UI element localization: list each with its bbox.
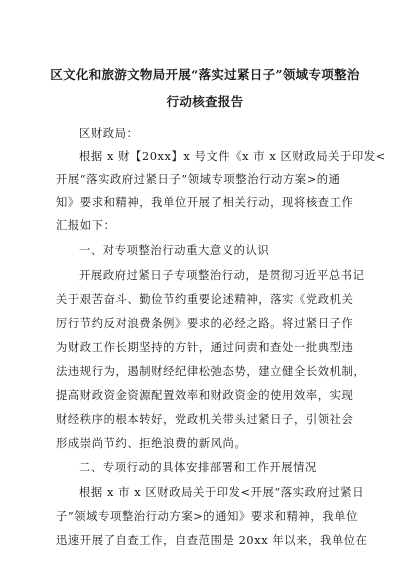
body-line-17: 迅速开展了自查工作，自查范围是 20xx 年以来，我单位在 xyxy=(56,534,368,547)
body-line-1: 根据 x 财【20xx】x 号文件《x 市 x 区财政局关于印发< xyxy=(79,150,386,163)
body-line-2: 开展“落实政府过紧日子”领域专项整治行动方案>的通 xyxy=(56,173,341,186)
body-line-15: 根据 x 市 x 区财政局关于印发<开展“落实政府过紧日 xyxy=(79,486,365,499)
section-heading-2: 二、专项行动的具体安排部署和工作开展情况 xyxy=(79,461,317,474)
body-line-10: 法违规行为，遏制财经纪律松弛态势，建立健全长效机制， xyxy=(56,365,366,378)
body-line-16: 子”领域专项整治行动方案>的通知》要求和精神，我单位 xyxy=(56,510,358,523)
document-title-line-2: 行动核查报告 xyxy=(166,94,244,109)
body-line-4: 汇报如下： xyxy=(56,219,116,232)
body-line-9: 为财政工作长期坚持的方针，通过问责和查处一批典型违 xyxy=(56,341,354,354)
body-line-3: 知》要求和精神，我单位开展了相关行动，现将核查工作 xyxy=(56,196,354,209)
body-line-6: 开展政府过紧日子专项整治行动，是贯彻习近平总书记 xyxy=(79,269,365,282)
body-line-12: 财经秩序的根本转好，党政机关带头过紧日子，引领社会 xyxy=(56,413,354,426)
body-line-7: 关于艰苦奋斗、勤俭节约重要论述精神，落实《党政机关 xyxy=(56,293,354,306)
document-title-line-1: 区文化和旅游文物局开展“落实过紧日子”领域专项整治 xyxy=(50,67,360,82)
section-heading-1: 一、对专项整治行动重大意义的认识 xyxy=(79,244,270,257)
body-line-13: 形成崇尚节约、拒绝浪费的新风尚。 xyxy=(56,437,247,450)
body-line-8: 厉行节约反对浪费条例》要求的必经之路。将过紧日子作 xyxy=(56,317,354,330)
salutation: 区财政局： xyxy=(79,127,139,140)
body-line-11: 提高财政资金资源配置效率和财政资金的使用效率，实现 xyxy=(56,389,354,402)
